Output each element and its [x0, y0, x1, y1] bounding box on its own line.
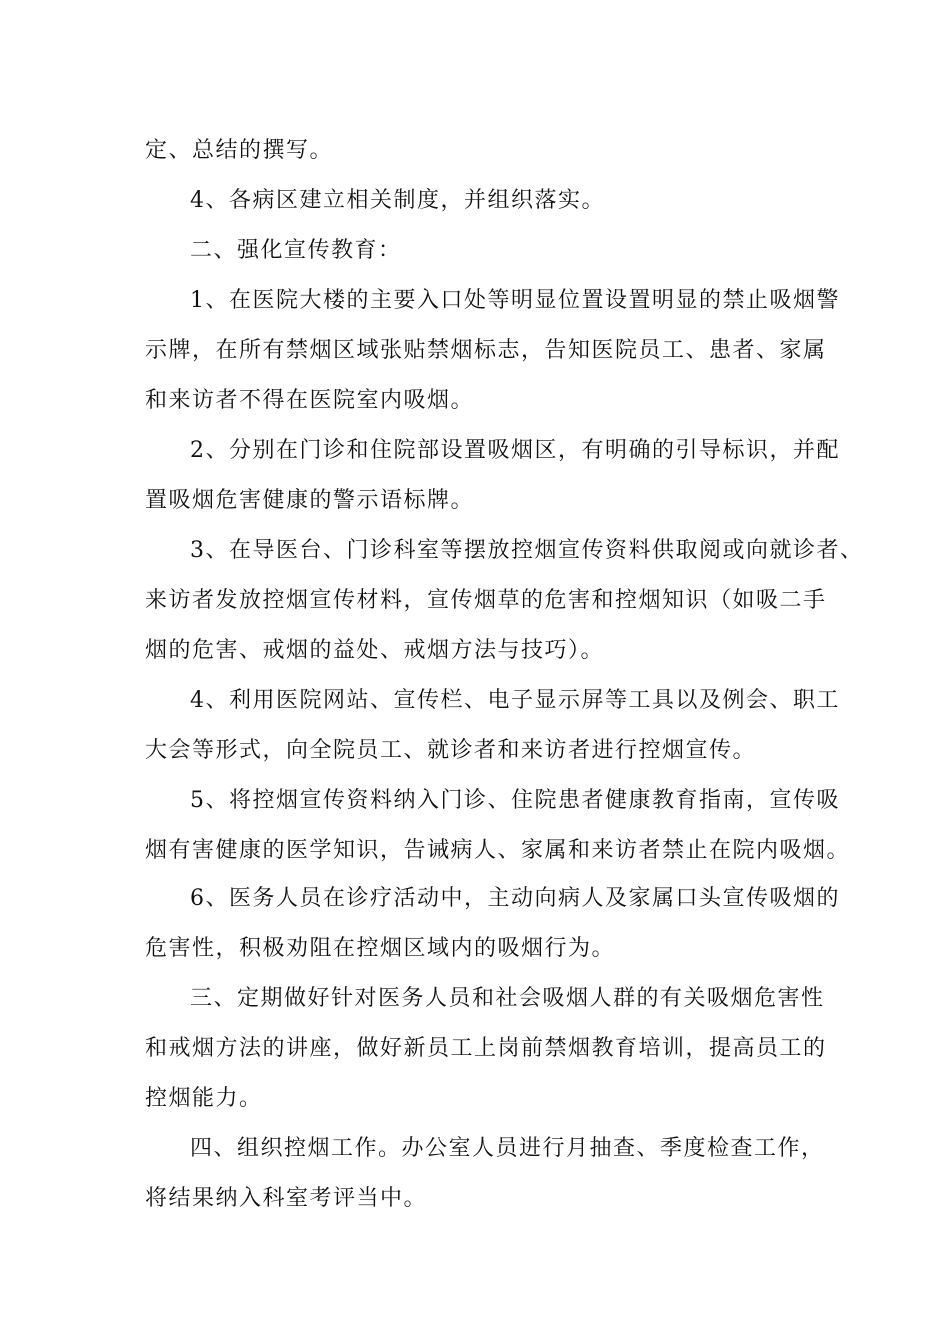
text-line: 和来访者不得在医院室内吸烟。	[145, 388, 475, 413]
text-line: 4、利用医院网站、宣传栏、电子显示屏等工具以及例会、职工	[190, 688, 840, 713]
text-line: 6、医务人员在诊疗活动中，主动向病人及家属口头宣传吸烟的	[190, 886, 840, 911]
text-line: 烟的危害、戒烟的益处、戒烟方法与技巧）。	[145, 638, 605, 663]
text-line: 2、分别在门诊和住院部设置吸烟区，有明确的引导标识，并配	[190, 438, 840, 463]
section-heading: 四、组织控烟工作。办公室人员进行月抽查、季度检查工作，	[190, 1136, 825, 1161]
text-line: 4、各病区建立相关制度，并组织落实。	[190, 188, 605, 213]
text-line: 1、在医院大楼的主要入口处等明显位置设置明显的禁止吸烟警	[190, 288, 840, 313]
text-line: 置吸烟危害健康的警示语标牌。	[145, 488, 475, 513]
text-line: 5、将控烟宣传资料纳入门诊、住院患者健康教育指南，宣传吸	[190, 788, 840, 813]
text-line: 和戒烟方法的讲座，做好新员工上岗前禁烟教育培训，提高员工的	[145, 1036, 827, 1061]
text-line: 危害性，积极劝阻在控烟区域内的吸烟行为。	[145, 936, 616, 961]
text-line: 控烟能力。	[145, 1086, 263, 1111]
text-line: 大会等形式，向全院员工、就诊者和来访者进行控烟宣传。	[145, 738, 757, 763]
text-line: 来访者发放控烟宣传材料，宣传烟草的危害和控烟知识（如吸二手	[145, 588, 827, 613]
text-line: 定、总结的撰写。	[145, 138, 334, 163]
text-line: 3、在导医台、门诊科室等摆放控烟宣传资料供取阅或向就诊者、	[190, 538, 864, 563]
text-line: 将结果纳入科室考评当中。	[145, 1186, 428, 1211]
section-heading: 二、强化宣传教育：	[190, 238, 402, 263]
text-line: 烟有害健康的医学知识，告诫病人、家属和来访者禁止在院内吸烟。	[145, 838, 851, 863]
text-line: 示牌，在所有禁烟区域张贴禁烟标志，告知医院员工、患者、家属	[145, 338, 827, 363]
section-heading: 三、定期做好针对医务人员和社会吸烟人群的有关吸烟危害性	[190, 986, 825, 1011]
